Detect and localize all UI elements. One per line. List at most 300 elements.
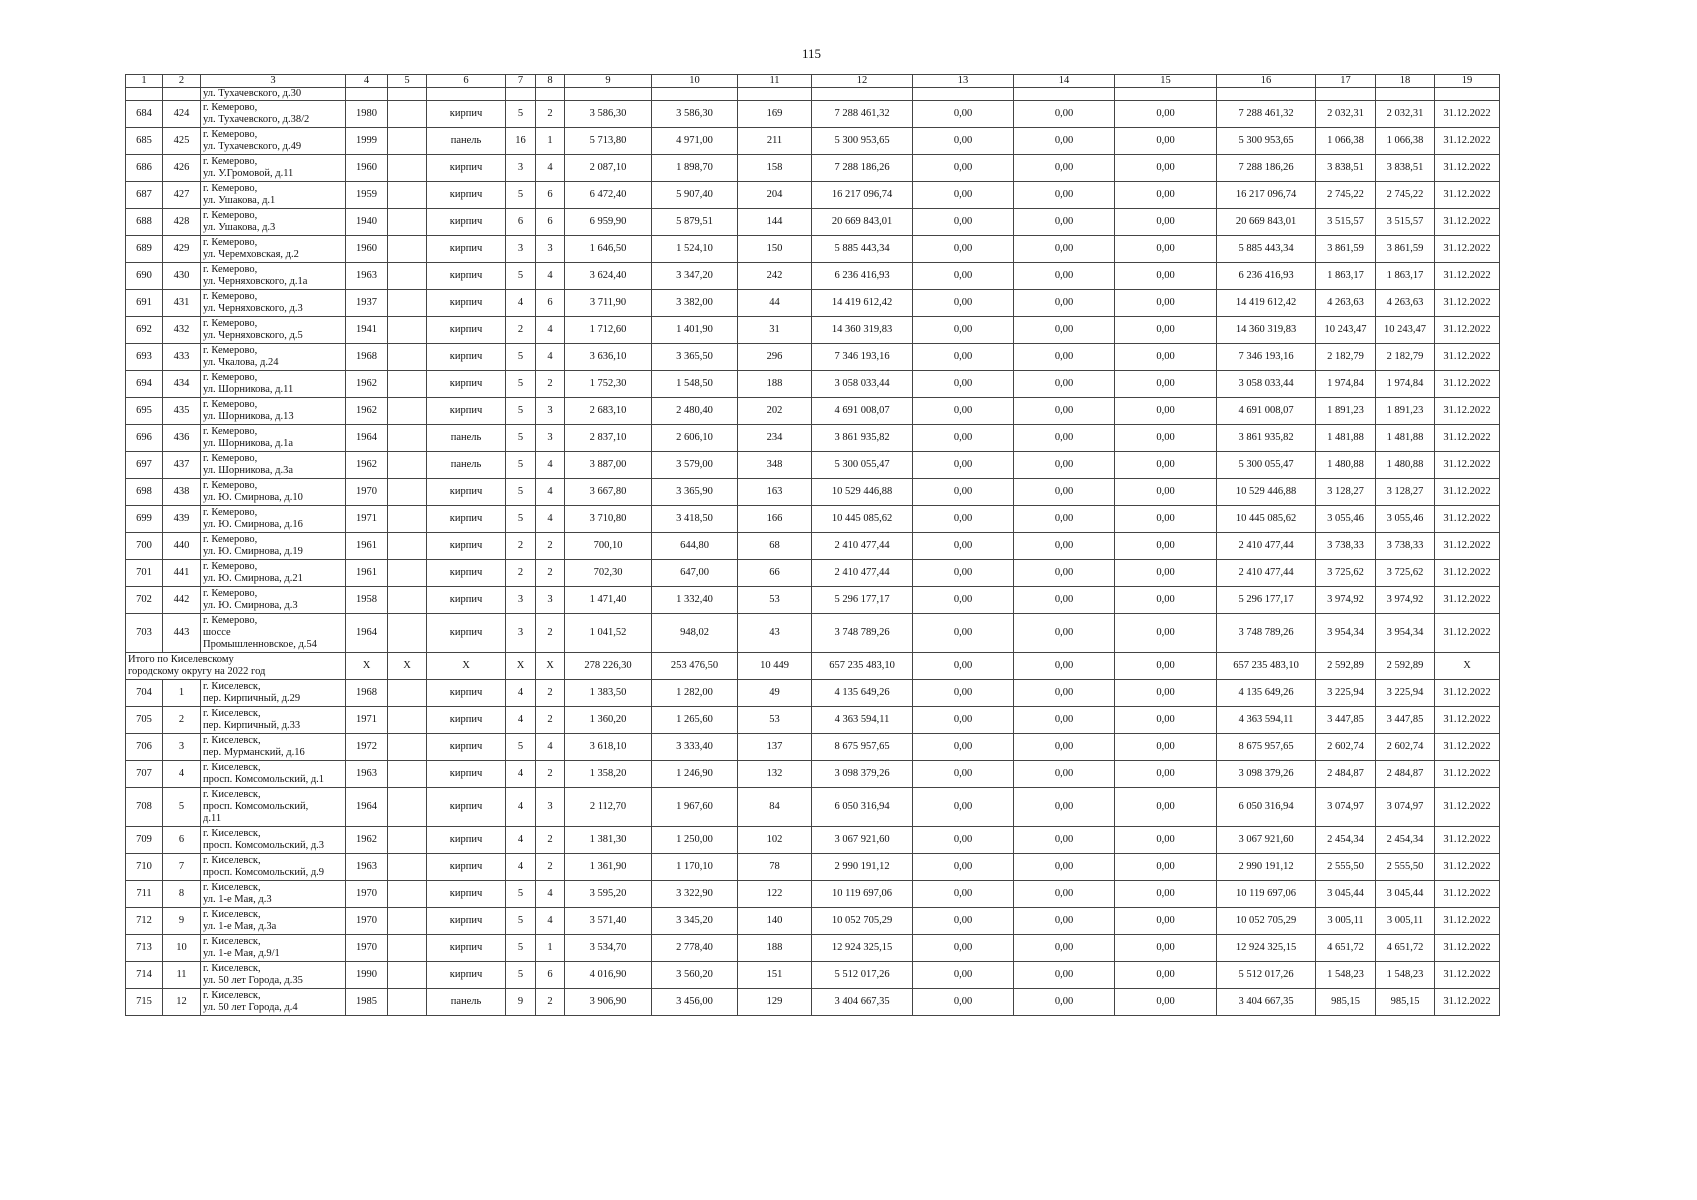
cell-c16: 8 675 957,65 [1217,734,1316,761]
cell-c17: 2 745,22 [1316,182,1376,209]
cell-c18: 2 484,87 [1376,761,1435,788]
cell-c13: 0,00 [913,290,1014,317]
cell-c10: 3 347,20 [652,263,738,290]
cell-c13: 0,00 [913,101,1014,128]
cell-c14: 0,00 [1014,344,1115,371]
address-line: д.11 [203,813,222,824]
cell-c17: 3 005,11 [1316,908,1376,935]
cell-c14: 0,00 [1014,452,1115,479]
address-cell [201,854,346,881]
cell-c13: 0,00 [913,533,1014,560]
cell-c11: 169 [738,101,812,128]
table-row [126,908,1500,935]
cell-c8: 3 [536,398,565,425]
cell-c17: 3 074,97 [1316,788,1376,827]
empty-cell [1316,88,1376,101]
cell-c19: 31.12.2022 [1435,614,1500,653]
address-line: г. Кемерово, [203,345,258,356]
address-line: г. Кемерово, [203,534,258,545]
group-number: 7 [163,854,201,881]
cell-c5 [388,371,427,398]
cell-c7: 5 [506,881,536,908]
cell-c15: 0,00 [1115,881,1217,908]
cell-c12: 6 236 416,93 [812,263,913,290]
address-line: Промышленновское, д.54 [203,639,317,650]
empty-cell [506,88,536,101]
cell-c16: 7 288 461,32 [1217,101,1316,128]
cell-c9: 4 016,90 [565,962,652,989]
address-line: ул. У.Громовой, д.11 [203,168,294,179]
cell-c9: 1 471,40 [565,587,652,614]
cell-c12: 2 990 191,12 [812,854,913,881]
cell-c6: кирпич [427,101,506,128]
row-number: 694 [126,371,163,398]
cell-c15: 0,00 [1115,707,1217,734]
cell-c7: 3 [506,587,536,614]
cell-c12: 5 300 055,47 [812,452,913,479]
cell-c12: 14 419 612,42 [812,290,913,317]
group-number: 434 [163,371,201,398]
cell-c5 [388,155,427,182]
cell-c14: 0,00 [1014,989,1115,1016]
cell-c16: 7 346 193,16 [1217,344,1316,371]
cell-c4: 1971 [346,506,388,533]
row-number: 685 [126,128,163,155]
cell-c14: 0,00 [1014,788,1115,827]
cell-c8: 3 [536,788,565,827]
row-number: 686 [126,155,163,182]
address-cell [201,344,346,371]
cell-c18: 1 891,23 [1376,398,1435,425]
cell-c9: 6 959,90 [565,209,652,236]
cell-c7: 2 [506,560,536,587]
total-c15: 0,00 [1115,653,1217,680]
address-cell [201,263,346,290]
cell-c14: 0,00 [1014,533,1115,560]
cell-c4: 1960 [346,155,388,182]
cell-c18: 2 454,34 [1376,827,1435,854]
cell-c5 [388,425,427,452]
cell-c10: 4 971,00 [652,128,738,155]
cell-c8: 6 [536,209,565,236]
cell-c19: 31.12.2022 [1435,155,1500,182]
row-number: 715 [126,989,163,1016]
address-line: ул. Ю. Смирнова, д.21 [203,573,303,584]
column-number: 15 [1115,75,1217,88]
cell-c7: 5 [506,734,536,761]
cell-c19: 31.12.2022 [1435,587,1500,614]
cell-c15: 0,00 [1115,209,1217,236]
table-row [126,317,1500,344]
cell-c7: 4 [506,761,536,788]
cell-c10: 1 967,60 [652,788,738,827]
cell-c8: 3 [536,236,565,263]
cell-c17: 3 515,57 [1316,209,1376,236]
cell-c12: 5 885 443,34 [812,236,913,263]
total-c6: X [427,653,506,680]
cell-c6: кирпич [427,935,506,962]
cell-c9: 3 534,70 [565,935,652,962]
address-line: г. Кемерово, [203,129,258,140]
address-cell [201,962,346,989]
address-line: г. Киселевск, [203,828,261,839]
address-line: г. Кемерово, [203,426,258,437]
cell-c13: 0,00 [913,707,1014,734]
cell-c18: 2 555,50 [1376,854,1435,881]
cell-c8: 2 [536,854,565,881]
cell-c7: 5 [506,344,536,371]
cell-c6: кирпич [427,155,506,182]
cell-c14: 0,00 [1014,263,1115,290]
cell-c8: 4 [536,155,565,182]
group-number: 3 [163,734,201,761]
group-number: 430 [163,263,201,290]
cell-c4: 1964 [346,425,388,452]
cell-c18: 3 055,46 [1376,506,1435,533]
cell-c8: 4 [536,734,565,761]
register-table [125,74,1500,1016]
cell-c12: 3 067 921,60 [812,827,913,854]
cell-c19: 31.12.2022 [1435,989,1500,1016]
cell-c14: 0,00 [1014,908,1115,935]
cell-c6: кирпич [427,680,506,707]
cell-c12: 6 050 316,94 [812,788,913,827]
row-number: 710 [126,854,163,881]
cell-c18: 3 861,59 [1376,236,1435,263]
group-number: 426 [163,155,201,182]
cell-c15: 0,00 [1115,344,1217,371]
cell-c12: 10 445 085,62 [812,506,913,533]
cell-c9: 3 586,30 [565,101,652,128]
cell-c8: 2 [536,827,565,854]
cell-c5 [388,788,427,827]
cell-c19: 31.12.2022 [1435,317,1500,344]
address-line: г. Кемерово, [203,372,258,383]
cell-c12: 10 052 705,29 [812,908,913,935]
cell-c13: 0,00 [913,587,1014,614]
table-row [126,707,1500,734]
cell-c19: 31.12.2022 [1435,680,1500,707]
empty-cell [738,88,812,101]
group-number: 441 [163,560,201,587]
empty-cell [126,88,163,101]
cell-c13: 0,00 [913,479,1014,506]
column-number: 16 [1217,75,1316,88]
address-line: г. Кемерово, [203,453,258,464]
cell-c6: кирпич [427,182,506,209]
cell-c9: 2 112,70 [565,788,652,827]
empty-cell [565,88,652,101]
group-number: 440 [163,533,201,560]
cell-c8: 4 [536,263,565,290]
cell-c18: 3 738,33 [1376,533,1435,560]
cell-c7: 2 [506,317,536,344]
cell-c6: кирпич [427,827,506,854]
address-line: ул. Ю. Смирнова, д.19 [203,546,303,557]
cell-c6: кирпич [427,479,506,506]
address-cell [201,209,346,236]
cell-c16: 12 924 325,15 [1217,935,1316,962]
cell-c15: 0,00 [1115,101,1217,128]
empty-cell [536,88,565,101]
cell-c14: 0,00 [1014,398,1115,425]
empty-cell [1115,88,1217,101]
row-number: 702 [126,587,163,614]
cell-c17: 3 954,34 [1316,614,1376,653]
cell-c16: 5 300 055,47 [1217,452,1316,479]
cell-c10: 3 322,90 [652,881,738,908]
cell-c10: 3 560,20 [652,962,738,989]
group-number: 1 [163,680,201,707]
cell-c18: 3 838,51 [1376,155,1435,182]
address-line: ул. Ю. Смирнова, д.10 [203,492,303,503]
cell-c17: 1 066,38 [1316,128,1376,155]
cell-c18: 2 745,22 [1376,182,1435,209]
cell-c17: 3 725,62 [1316,560,1376,587]
cell-c11: 140 [738,908,812,935]
cell-c7: 5 [506,479,536,506]
row-number: 687 [126,182,163,209]
cell-c11: 144 [738,209,812,236]
cell-c5 [388,908,427,935]
table-row [126,533,1500,560]
group-number: 429 [163,236,201,263]
cell-c8: 2 [536,101,565,128]
cell-c13: 0,00 [913,182,1014,209]
cell-c15: 0,00 [1115,533,1217,560]
cell-c8: 4 [536,479,565,506]
total-c12: 657 235 483,10 [812,653,913,680]
cell-c15: 0,00 [1115,479,1217,506]
cell-c4: 1963 [346,854,388,881]
cell-c10: 5 907,40 [652,182,738,209]
cell-c7: 5 [506,962,536,989]
cell-c14: 0,00 [1014,425,1115,452]
address-line: ул. 1-е Мая, д.9/1 [203,948,280,959]
address-line: г. Кемерово, [203,588,258,599]
cell-c9: 1 358,20 [565,761,652,788]
address-line: г. Киселевск, [203,855,261,866]
cell-c4: 1963 [346,263,388,290]
cell-c13: 0,00 [913,908,1014,935]
total-label [126,653,346,680]
cell-c9: 1 041,52 [565,614,652,653]
cell-c4: 1970 [346,479,388,506]
cell-c4: 1961 [346,533,388,560]
cell-c10: 3 579,00 [652,452,738,479]
cell-c12: 7 346 193,16 [812,344,913,371]
address-line: Итого по Киселевскому [128,654,234,665]
row-number: 707 [126,761,163,788]
column-number: 18 [1376,75,1435,88]
cell-c5 [388,101,427,128]
cell-c7: 5 [506,182,536,209]
cell-c4: 1985 [346,989,388,1016]
address-line: г. Киселевск, [203,735,261,746]
cell-c4: 1968 [346,344,388,371]
cell-c6: кирпич [427,398,506,425]
cell-c17: 3 447,85 [1316,707,1376,734]
group-number: 12 [163,989,201,1016]
cell-c15: 0,00 [1115,989,1217,1016]
cell-c11: 151 [738,962,812,989]
cell-c5 [388,734,427,761]
cell-c12: 3 861 935,82 [812,425,913,452]
cell-c9: 1 361,90 [565,854,652,881]
cell-c19: 31.12.2022 [1435,344,1500,371]
cell-c18: 3 128,27 [1376,479,1435,506]
group-number: 11 [163,962,201,989]
cell-c7: 4 [506,680,536,707]
column-number: 19 [1435,75,1500,88]
total-row [126,653,1500,680]
row-number: 709 [126,827,163,854]
cell-c4: 1962 [346,452,388,479]
address-line: г. Кемерово, [203,318,258,329]
cell-c9: 3 711,90 [565,290,652,317]
address-line: г. Киселевск, [203,882,261,893]
row-number: 695 [126,398,163,425]
address-line: г. Кемерово, [203,615,258,626]
cell-c16: 2 990 191,12 [1217,854,1316,881]
address-line: г. Киселевск, [203,681,261,692]
row-number: 693 [126,344,163,371]
cell-c16: 10 445 085,62 [1217,506,1316,533]
group-number: 427 [163,182,201,209]
group-number: 438 [163,479,201,506]
cell-c5 [388,209,427,236]
cell-c15: 0,00 [1115,788,1217,827]
cell-c19: 31.12.2022 [1435,209,1500,236]
cell-c13: 0,00 [913,209,1014,236]
cell-c10: 647,00 [652,560,738,587]
column-number: 9 [565,75,652,88]
cell-c15: 0,00 [1115,827,1217,854]
cell-c6: кирпич [427,506,506,533]
cell-c7: 3 [506,614,536,653]
cell-c7: 5 [506,263,536,290]
cell-c18: 2 032,31 [1376,101,1435,128]
cell-c11: 43 [738,614,812,653]
cell-c8: 2 [536,371,565,398]
row-number: 713 [126,935,163,962]
address-cell [201,236,346,263]
cell-c15: 0,00 [1115,908,1217,935]
cell-c5 [388,761,427,788]
cell-c14: 0,00 [1014,935,1115,962]
cell-c15: 0,00 [1115,398,1217,425]
cell-c18: 3 225,94 [1376,680,1435,707]
cell-c17: 3 974,92 [1316,587,1376,614]
cell-c8: 4 [536,908,565,935]
cell-c9: 1 752,30 [565,371,652,398]
cell-c16: 10 119 697,06 [1217,881,1316,908]
cell-c15: 0,00 [1115,263,1217,290]
cell-c6: панель [427,452,506,479]
cell-c9: 2 087,10 [565,155,652,182]
address-line: ул. 50 лет Города, д.35 [203,975,303,986]
cell-c7: 3 [506,155,536,182]
cell-c10: 1 332,40 [652,587,738,614]
address-line: г. Кемерово, [203,156,258,167]
row-number: 704 [126,680,163,707]
cell-c11: 78 [738,854,812,881]
cell-c11: 163 [738,479,812,506]
address-line: ул. Черемховская, д.2 [203,249,299,260]
column-number: 6 [427,75,506,88]
cell-c4: 1937 [346,290,388,317]
cell-c5 [388,962,427,989]
cell-c4: 1941 [346,317,388,344]
table-row [126,761,1500,788]
cell-c16: 4 363 594,11 [1217,707,1316,734]
group-number: 439 [163,506,201,533]
group-number: 4 [163,761,201,788]
group-number: 443 [163,614,201,653]
cell-c14: 0,00 [1014,680,1115,707]
cell-c7: 4 [506,854,536,881]
cell-c5 [388,506,427,533]
address-line: г. Киселевск, [203,909,261,920]
cell-c18: 10 243,47 [1376,317,1435,344]
cell-c14: 0,00 [1014,707,1115,734]
cell-c17: 4 263,63 [1316,290,1376,317]
cell-c12: 4 363 594,11 [812,707,913,734]
cell-c17: 3 045,44 [1316,881,1376,908]
cell-c8: 1 [536,128,565,155]
table-row [126,881,1500,908]
address-cell [201,101,346,128]
cell-c8: 4 [536,506,565,533]
cell-c11: 49 [738,680,812,707]
cell-c18: 1 066,38 [1376,128,1435,155]
address-cell [201,989,346,1016]
cell-c19: 31.12.2022 [1435,908,1500,935]
cell-c11: 44 [738,290,812,317]
cell-c11: 31 [738,317,812,344]
cell-c19: 31.12.2022 [1435,263,1500,290]
cell-c8: 4 [536,317,565,344]
group-number: 10 [163,935,201,962]
cell-c17: 1 974,84 [1316,371,1376,398]
cell-c8: 1 [536,935,565,962]
cell-c5 [388,263,427,290]
cell-c9: 700,10 [565,533,652,560]
table-row [126,506,1500,533]
table-row [126,479,1500,506]
cell-c19: 31.12.2022 [1435,425,1500,452]
cell-c16: 14 419 612,42 [1217,290,1316,317]
cell-c12: 4 691 008,07 [812,398,913,425]
address-line: ул. Ушакова, д.1 [203,195,276,206]
group-number: 432 [163,317,201,344]
cell-c19: 31.12.2022 [1435,854,1500,881]
total-c8: X [536,653,565,680]
row-number: 705 [126,707,163,734]
cell-c6: кирпич [427,560,506,587]
cell-c5 [388,452,427,479]
total-c9: 278 226,30 [565,653,652,680]
cell-c13: 0,00 [913,854,1014,881]
table-row [126,827,1500,854]
cell-c16: 3 748 789,26 [1217,614,1316,653]
cell-c10: 3 365,50 [652,344,738,371]
cell-c13: 0,00 [913,155,1014,182]
cell-c17: 1 481,88 [1316,425,1376,452]
empty-cell [1376,88,1435,101]
cell-c18: 1 863,17 [1376,263,1435,290]
table-row [126,182,1500,209]
